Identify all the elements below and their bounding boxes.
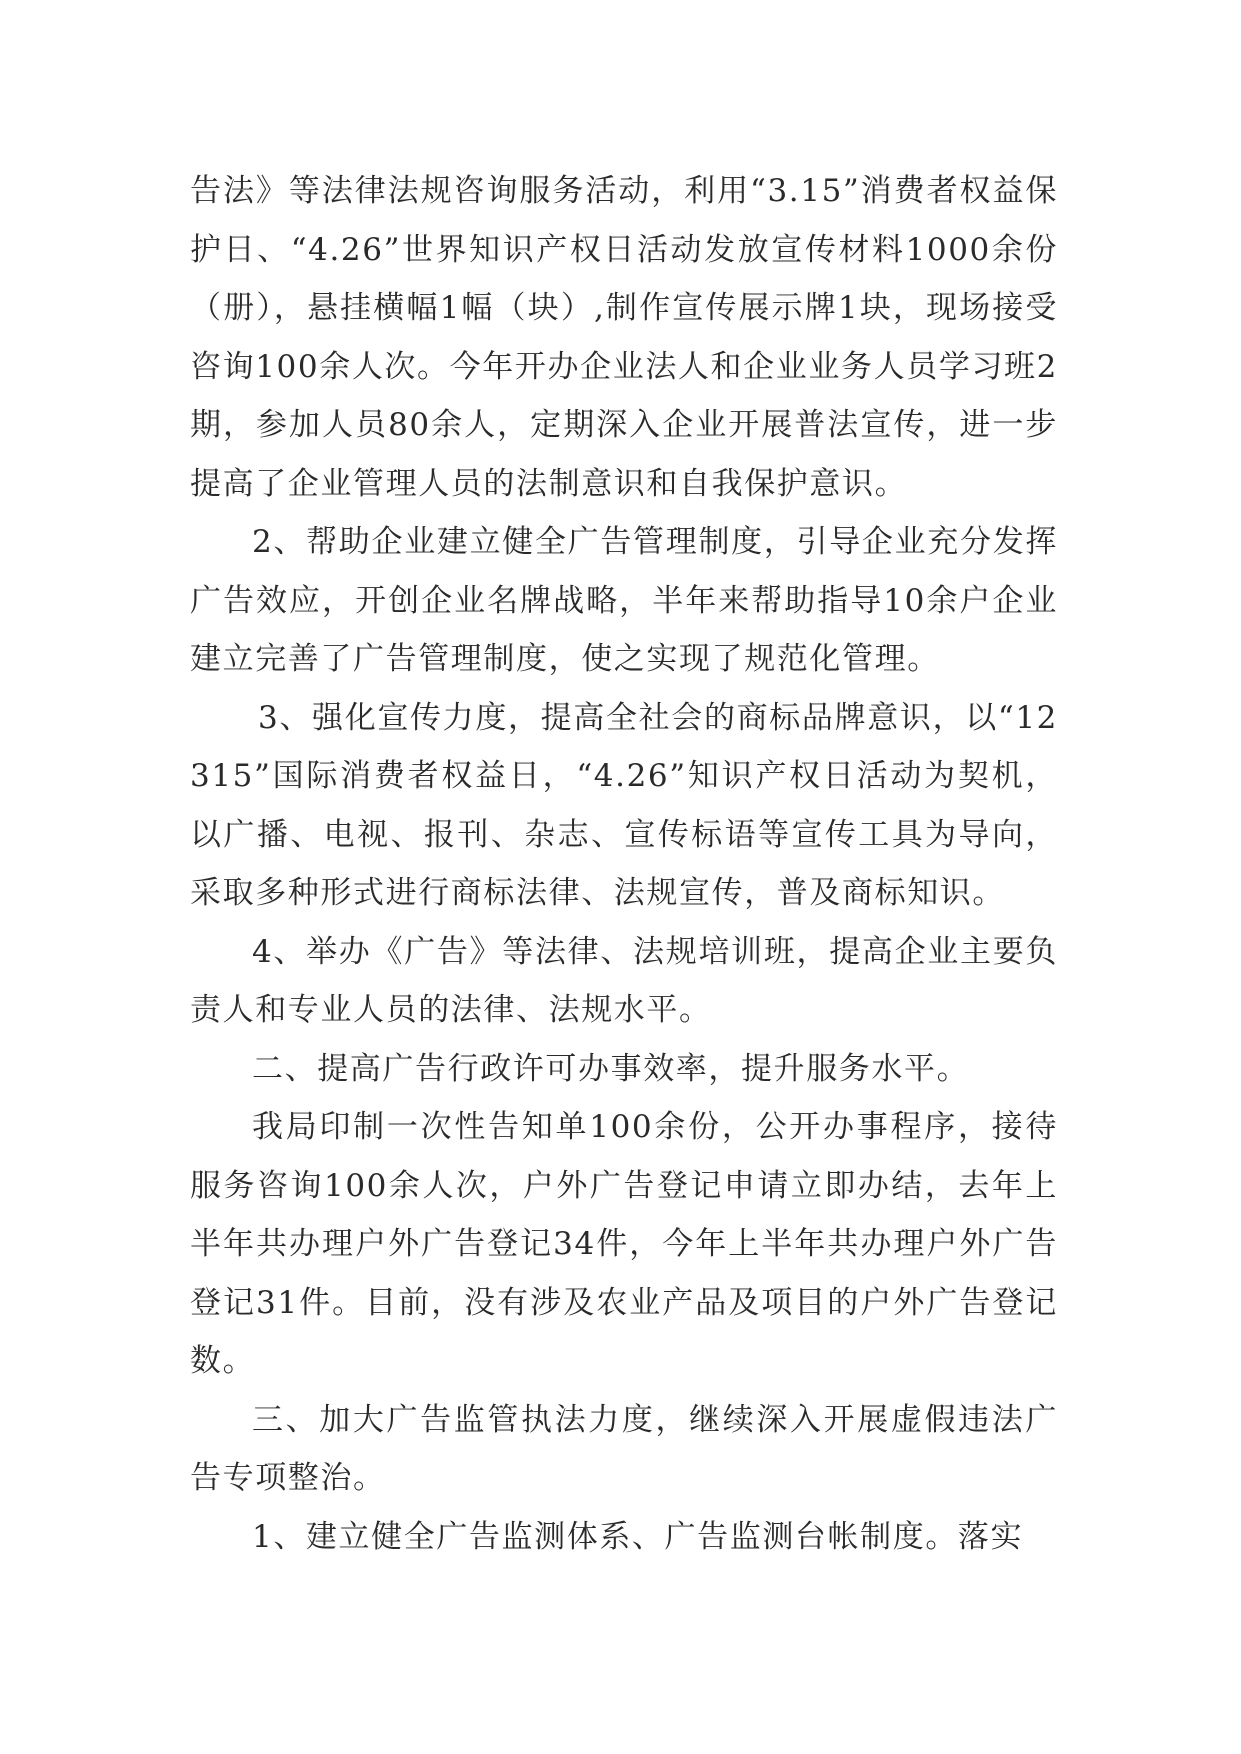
paragraph-ad-management-system: 2、帮助企业建立健全广告管理制度，引导企业充分发挥广告效应，开创企业名牌战略，半年来帮助指导10余户企业建立完善了广告管理制度，使之实现了规范化管理。 [190,524,1058,677]
paragraph-license-efficiency: 我局印制一次性告知单100余份，公开办事程序，接待服务咨询100余人次，户外广告登记申请立即办结，去年上半年共办理户外广告登记34件，今年上半年共办理户外广告登记31件。目前，没有涉及农业产品及项目的户外广告登记数。 [190,1109,1058,1379]
document-body [190,162,1058,1566]
paragraph-training-class: 4、举办《广告》等法律、法规培训班，提高企业主要负责人和专业人员的法律、法规水平。 [190,933,1058,1028]
paragraph-trademark-publicity: 3、强化宣传力度，提高全社会的商标品牌意识，以“12315”国际消费者权益日，“4.26”知识产权日活动为契机，以广播、电视、报刊、杂志、宣传标语等宣传工具为导向，采取多种形式进行商标法律、法规宣传，普及商标知识。 [190,699,1058,911]
section-heading-3: 三、加大广告监管执法力度，继续深入开展虚假违法广告专项整治。 [190,1401,1058,1496]
paragraph-legal-consultation: 告法》等法律法规咨询服务活动，利用“3.15”消费者权益保护日、“4.26”世界知识产权日活动发放宣传材料1000余份（册），悬挂横幅1幅（块）,制作宣传展示牌1块，现场接受咨询100余人次。今年开办企业法人和企业业务人员学习班2期，参加人员80余人，定期深入企业开展普法宣传，进一步提高了企业管理人员的法制意识和自我保护意识。 [190,173,1058,502]
section-heading-2: 二、提高广告行政许可办事效率，提升服务水平。 [252,1050,970,1087]
paragraph-monitoring-system: 1、建立健全广告监测体系、广告监测台帐制度。落实 [252,1518,1024,1555]
